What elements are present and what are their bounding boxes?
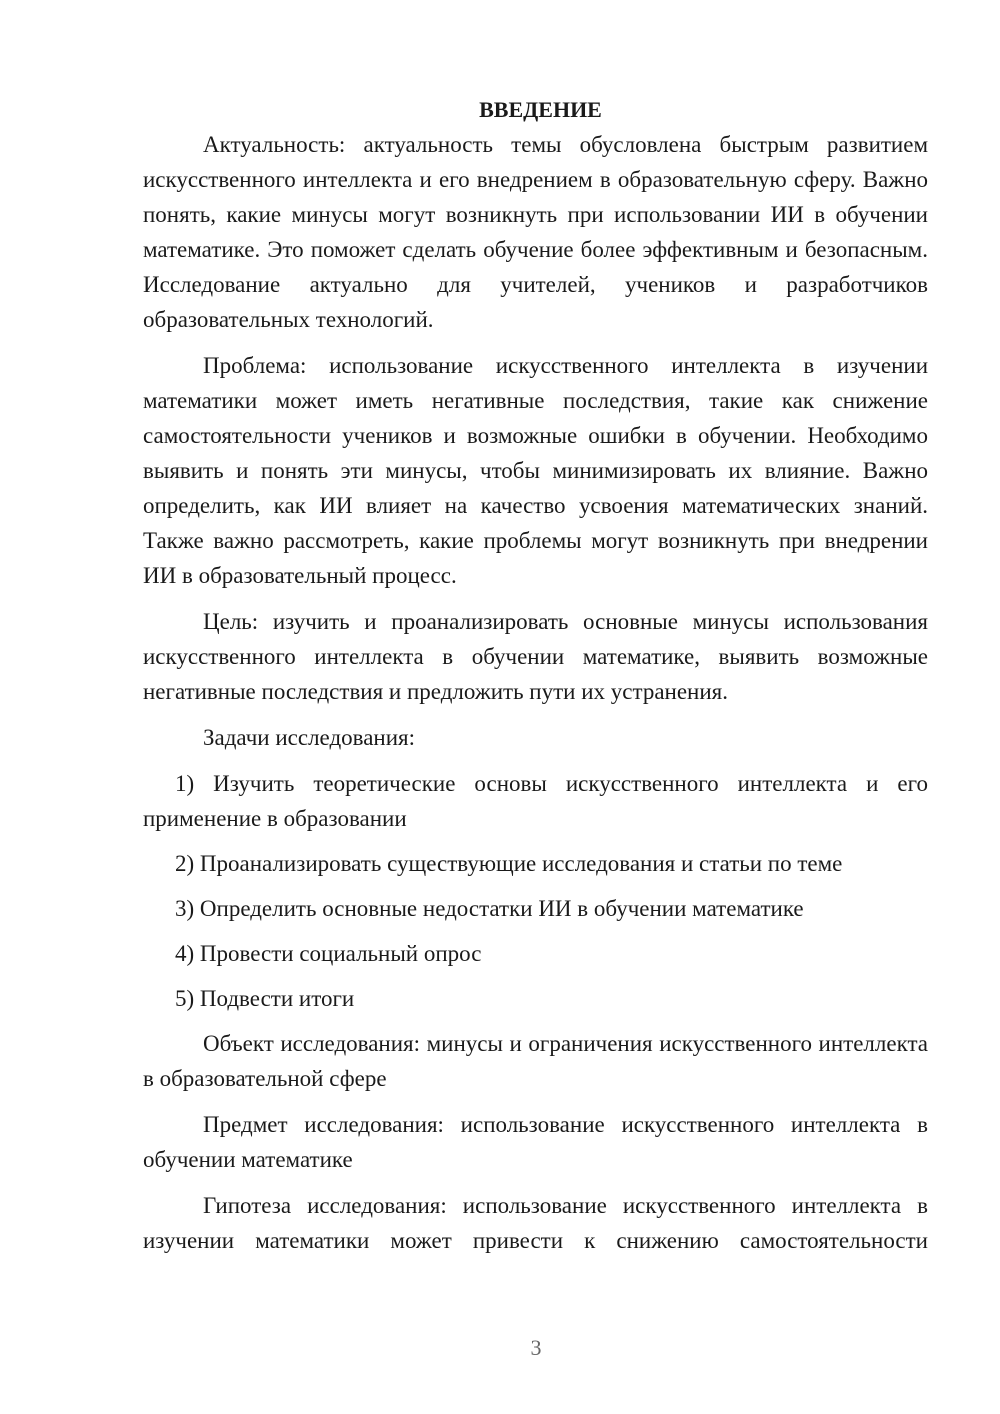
task-item-5: 5) Подвести итоги: [175, 986, 355, 1011]
problem-paragraph: Проблема: использование искусственного интеллекта в изучении математики может иметь негативные последствия, такие как снижение самостоятельности учеников и возможные ошибки в обучении. Необходимо выявить и понять эти минусы, чтобы минимизировать их влияние. Важно определить, как ИИ влияет на качество усвоения математических знаний. Также важно рассмотреть, какие проблемы могут возникнуть при внедрении ИИ в образовательный процесс.: [143, 353, 928, 588]
relevance-paragraph: Актуальность: актуальность темы обусловлена быстрым развитием искусственного интеллекта и его внедрением в образовательную сферу. Важно понять, какие минусы могут возникнуть при использовании ИИ в обучении математике. Это поможет сделать обучение более эффективным и безопасным. Исследование актуально для учителей, учеников и разработчиков образовательных технологий.: [143, 132, 928, 332]
subject-paragraph: Предмет исследования: использование искусственного интеллекта в обучении математике: [143, 1112, 928, 1172]
hypothesis-paragraph: Гипотеза исследования: использование искусственного интеллекта в изучении математики может привести к снижению самостоятельности: [143, 1193, 928, 1253]
task-item-4: 4) Провести социальный опрос: [175, 941, 482, 966]
goal-paragraph: Цель: изучить и проанализировать основные минусы использования искусственного интеллекта в обучении математике, выявить возможные негативные последствия и предложить пути их устранения.: [143, 609, 928, 704]
section-heading: ВВЕДЕНИЕ: [479, 97, 602, 122]
document-page: [143, 92, 928, 1269]
tasks-title: Задачи исследования:: [203, 725, 416, 750]
page-number: 3: [530, 1335, 542, 1360]
task-item-3: 3) Определить основные недостатки ИИ в обучении математике: [175, 896, 804, 921]
task-item-1: 1) Изучить теоретические основы искусственного интеллекта и его применение в образовании: [143, 771, 928, 831]
task-item-2: 2) Проанализировать существующие исследования и статьи по теме: [175, 851, 843, 876]
object-paragraph: Объект исследования: минусы и ограничения искусственного интеллекта в образовательной сфере: [143, 1031, 928, 1091]
